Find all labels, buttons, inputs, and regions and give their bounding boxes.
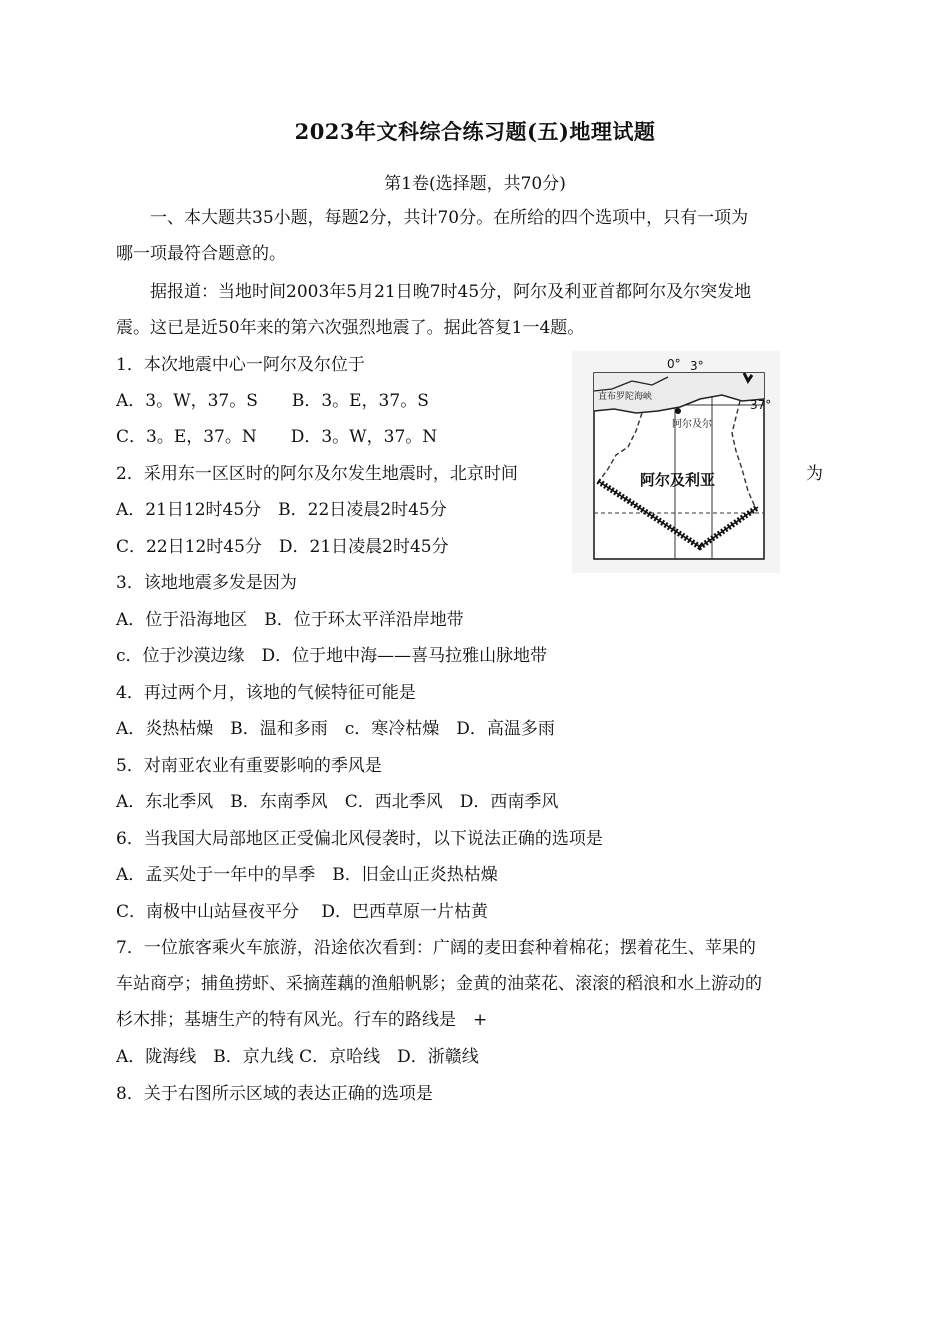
question-option: C．22日12时45分 D．21日凌晨2时45分 xyxy=(116,537,449,557)
algeria-map xyxy=(572,351,780,573)
lon-label-3: 3° xyxy=(690,359,704,373)
question-stem: 车站商亭；捕鱼捞虾、采摘莲藕的渔船帆影；金黄的油菜花、滚滚的稻浪和水上游动的 xyxy=(116,974,762,994)
question-stem-tail: 为 xyxy=(806,464,823,484)
lon-label-0: 0° xyxy=(667,357,681,371)
question-option: A．陇海线 B．京九线 C．京哈线 D．浙赣线 xyxy=(116,1047,479,1067)
question-stem: 1．本次地震中心一阿尔及尔位于 xyxy=(116,355,365,375)
strait-label: 直布罗陀海峡 xyxy=(598,392,653,402)
city-label: 阿尔及尔 xyxy=(672,419,712,430)
question-option: c．位于沙漠边缘 D．位于地中海——喜马拉雅山脉地带 xyxy=(116,646,548,666)
passage-line: 据报道：当地时间2003年5月21日晚7时45分，阿尔及利亚首都阿尔及尔突发地 xyxy=(150,282,752,302)
question-stem: 3．该地地震多发是因为 xyxy=(116,573,297,593)
question-stem: 4．再过两个月，该地的气候特征可能是 xyxy=(116,683,416,703)
passage-line: 震。这已是近50年来的第六次强烈地震了。据此答复1一4题。 xyxy=(116,318,585,338)
question-stem: 2．采用东一区区时的阿尔及尔发生地震时，北京时间 xyxy=(116,464,518,484)
question-option: A．3。W，37。S B．3。E，37。S xyxy=(116,391,429,411)
lat-label-37: 37° xyxy=(750,398,772,412)
instruction-line: 一、本大题共35小题，每题2分，共计70分。在所给的四个选项中，只有一项为 xyxy=(150,208,749,228)
question-option: A．21日12时45分 B．22日凌晨2时45分 xyxy=(116,500,447,520)
exam-title: 2023年文科综合练习题(五)地理试题 xyxy=(294,119,656,144)
instruction-line: 哪一项最符合题意的。 xyxy=(116,244,286,264)
question-option: A．孟买处于一年中的旱季 B．旧金山正炎热枯燥 xyxy=(116,865,498,885)
question-option: C．3。E，37。N D．3。W，37。N xyxy=(116,427,438,447)
question-option: A．位于沿海地区 B．位于环太平洋沿岸地带 xyxy=(116,610,464,630)
question-stem: 8．关于右图所示区域的表达正确的选项是 xyxy=(116,1084,433,1104)
question-stem: 5．对南亚农业有重要影响的季风是 xyxy=(116,756,382,776)
question-stem: 6．当我国大局部地区正受偏北风侵袭时，以下说法正确的选项是 xyxy=(116,829,603,849)
question-stem: 7．一位旅客乘火车旅游，沿途依次看到：广阔的麦田套种着棉花；摆着花生、苹果的 xyxy=(116,938,756,958)
section-heading: 第1卷(选择题，共70分) xyxy=(384,174,566,194)
question-option: A．东北季风 B．东南季风 C．西北季风 D．西南季风 xyxy=(116,792,559,812)
algeria-map-figure xyxy=(572,351,780,573)
country-label: 阿尔及利亚 xyxy=(640,471,716,489)
question-option: A．炎热枯燥 B．温和多雨 c．寒冷枯燥 D．高温多雨 xyxy=(116,719,555,739)
question-option: C．南极中山站昼夜平分 D．巴西草原一片枯黄 xyxy=(116,902,489,922)
question-stem: 杉木排；基塘生产的特有风光。行车的路线是 + xyxy=(116,1010,488,1030)
